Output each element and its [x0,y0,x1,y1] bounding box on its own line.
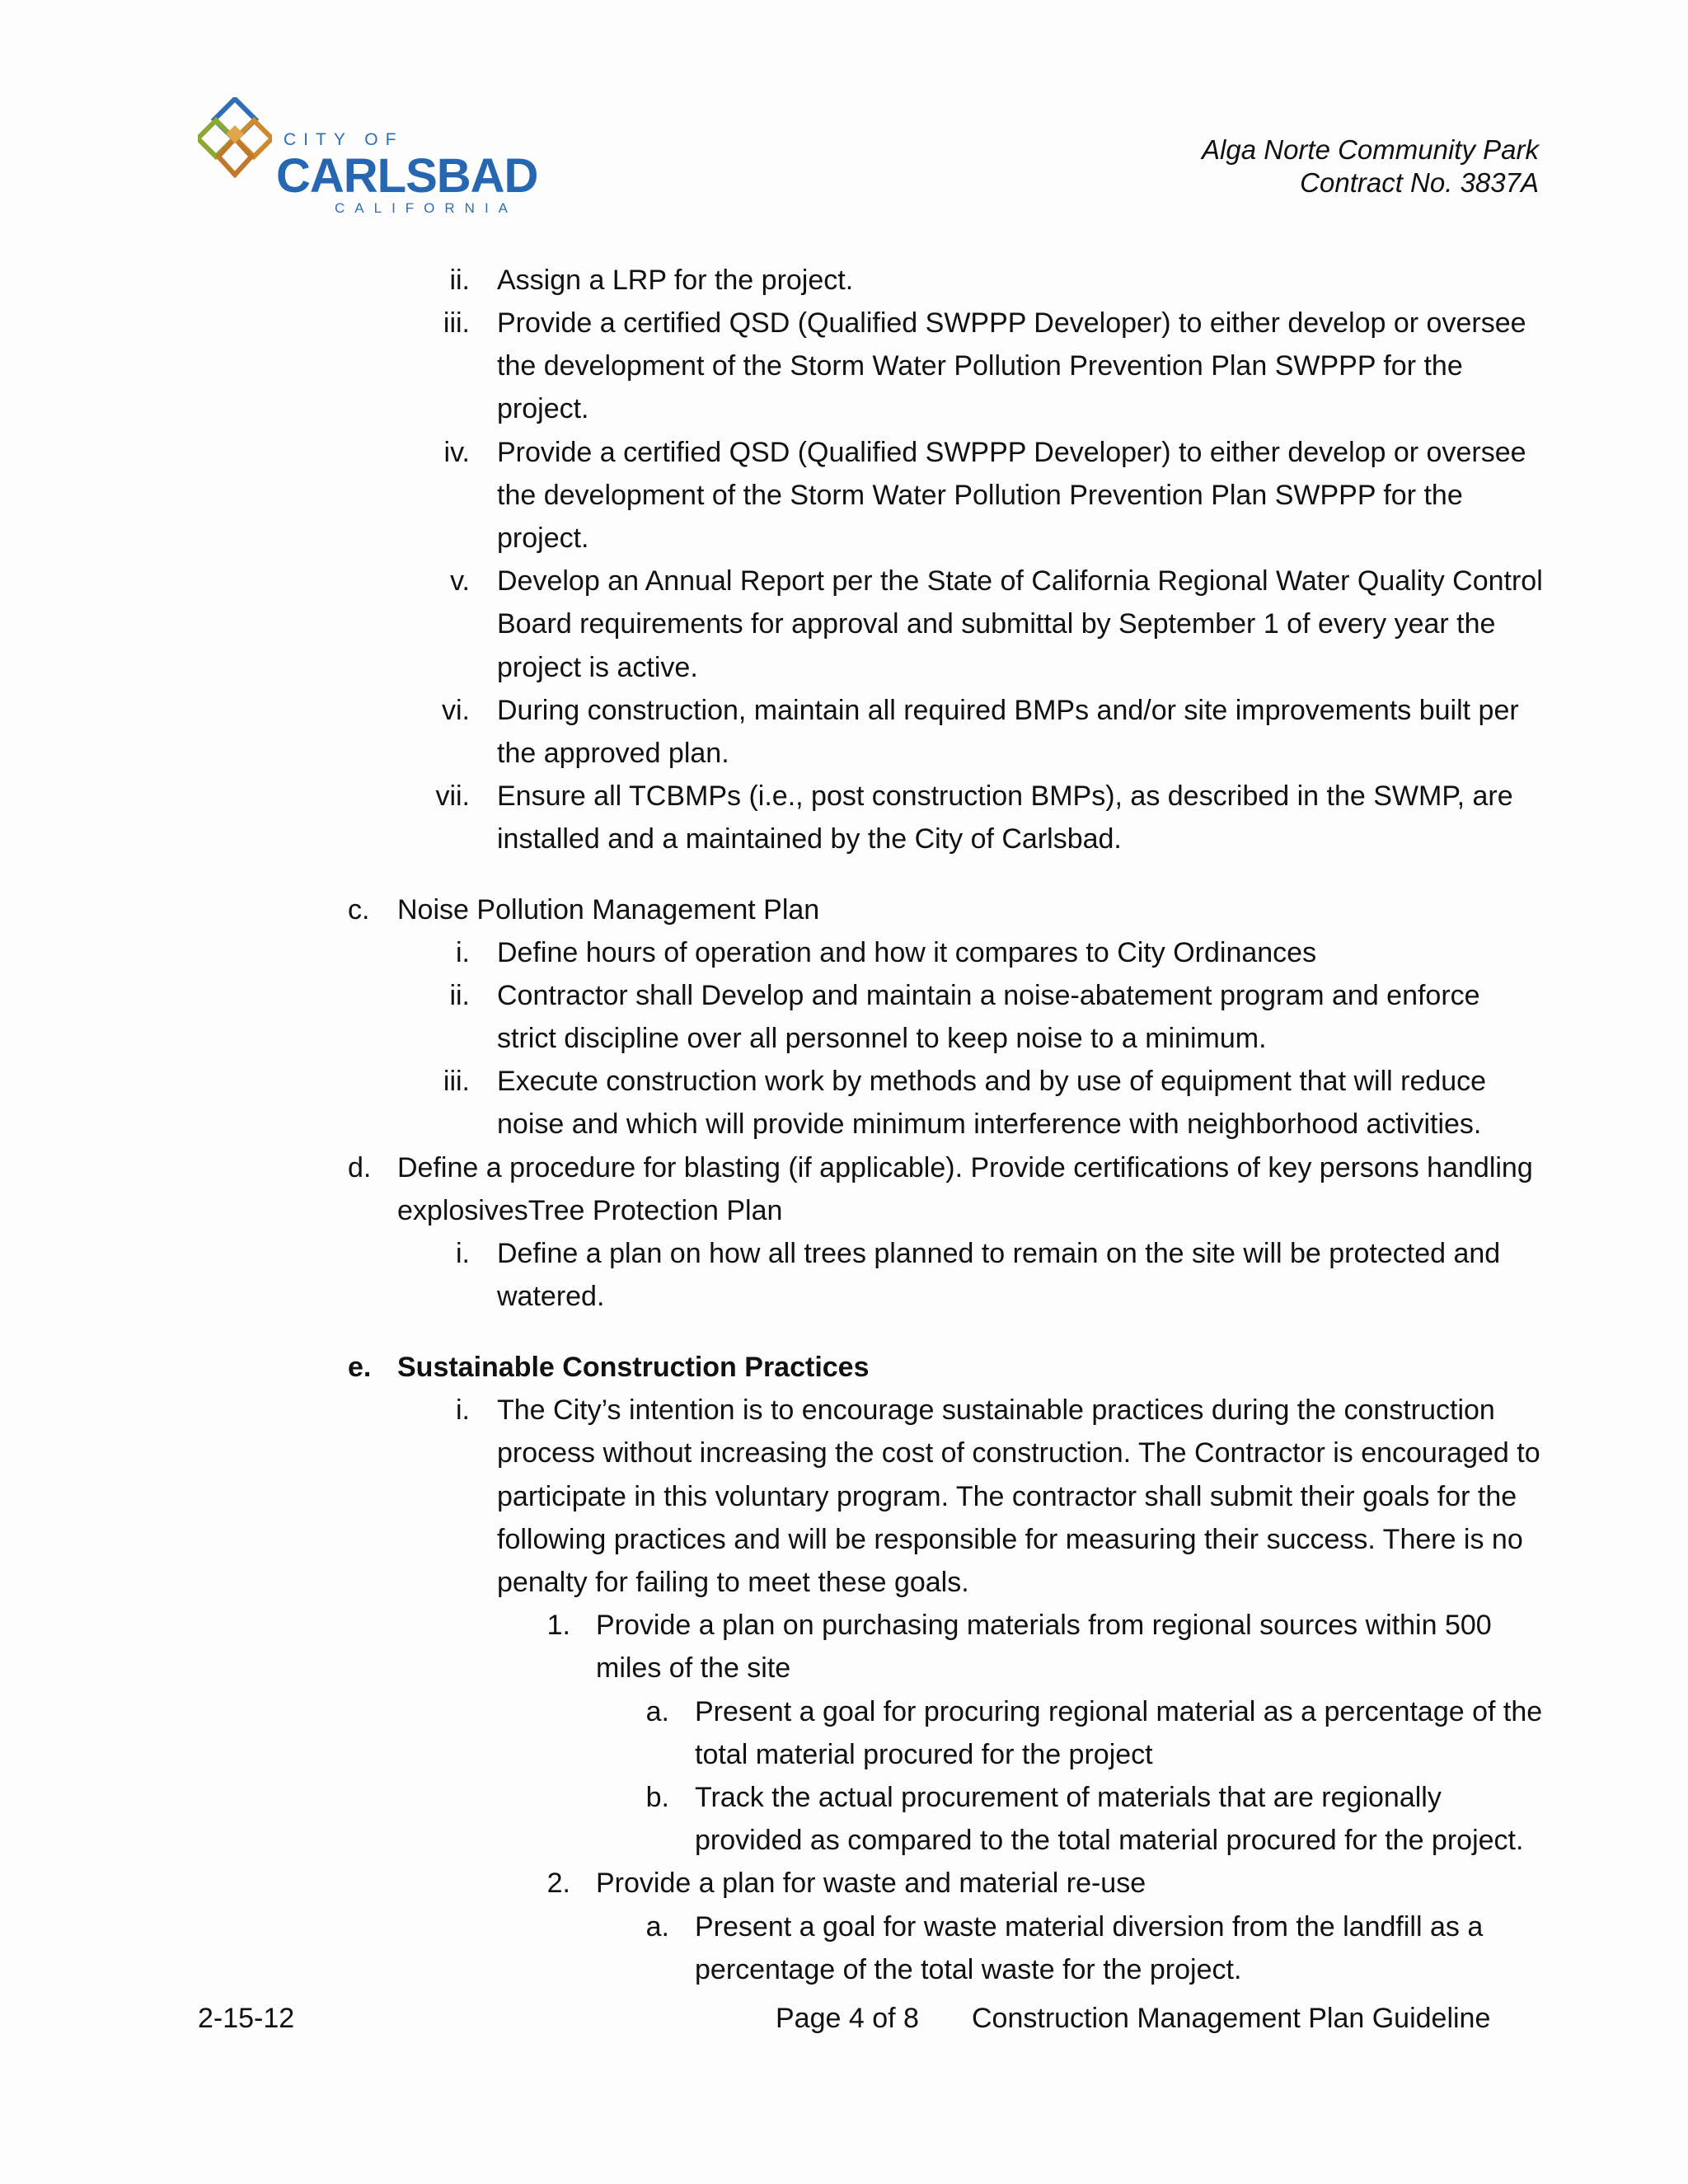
list-text: Execute construction work by methods and by use of equipment that will reduce [497,1066,1487,1097]
list-text-continued [497,1103,1481,1146]
list-text: process without increasing the cost of construction. The Contractor is encouraged to [497,1437,1540,1469]
list-text-continued [497,646,698,689]
list-label: ii. [449,980,470,1011]
list-text-continued [497,732,729,775]
list-text: Provide a plan on purchasing materials from regional sources within 500 [596,1610,1492,1641]
list-label: vii. [435,780,470,812]
list-text: Noise Pollution Management Plan [397,894,820,926]
list-label: i. [456,937,470,968]
list-label: a. [645,1911,669,1943]
list-text-continued [695,1733,1153,1776]
list-label: ii. [449,265,470,296]
list-text-continued [497,1561,969,1604]
list-text: total material procured for the project [695,1739,1153,1770]
list-label: i. [456,1394,470,1426]
list-text: installed and a maintained by the City of Carlsbad. [497,823,1122,855]
list-text: Define a plan on how all trees planned to remain on the site will be protected and [497,1238,1501,1269]
list-text: project. [497,523,589,554]
list-text: provided as compared to the total material procured for the project. [695,1825,1524,1856]
list-text-continued [497,474,1463,517]
footer-title: Construction Management Plan Guideline [972,2003,1491,2034]
list-text-continued [497,387,589,430]
list-label: 2. [546,1868,570,1899]
logo-name-text: CARLSBAD [276,149,538,203]
list-text-continued [695,1819,1523,1862]
list-text-continued [695,1948,1241,1991]
list-text-continued [497,818,1122,860]
list-text: Assign a LRP for the project. [497,265,854,296]
diamond-logo-icon [198,97,272,180]
logo-city-text: CITY OF [284,130,404,149]
list-text: explosivesTree Protection Plan [397,1195,783,1226]
list-text: project. [497,393,589,424]
list-text: During construction, maintain all required BMPs and/or site improvements built per [497,695,1519,726]
list-label: e. [348,1352,372,1383]
list-text: Present a goal for waste material diversion from the landfill as a [695,1911,1484,1943]
list-label: 1. [546,1610,570,1641]
list-label: iii. [443,1066,470,1097]
list-text: Ensure all TCBMPs (i.e., post construction BMPs), as described in the SWMP, are [497,780,1513,812]
header-contract: Contract No. 3837A [1300,167,1539,198]
list-text-continued [397,1189,782,1232]
list-label: c. [348,894,370,926]
list-text: project is active. [497,652,698,683]
list-text: watered. [497,1281,605,1312]
list-text: Track the actual procurement of materials that are regionally [695,1782,1442,1813]
list-text: The City’s intention is to encourage sustainable practices during the construction [497,1394,1495,1426]
list-text: following practices and will be responsible for measuring their success. There is no [497,1524,1523,1555]
footer-date: 2-15-12 [198,2003,295,2034]
list-text-continued [497,517,589,560]
list-text: Contractor shall Develop and maintain a noise-abatement program and enforce [497,980,1480,1011]
list-text: penalty for failing to meet these goals. [497,1567,969,1598]
list-text: Develop an Annual Report per the State of California Regional Water Quality Control [497,565,1543,597]
list-text-continued [497,1017,1267,1060]
list-text: Sustainable Construction Practices [397,1352,870,1383]
list-label: a. [645,1696,669,1727]
city-logo [198,97,538,221]
list-text: Board requirements for approval and submittal by September 1 of every year the [497,608,1496,640]
list-text-continued [497,602,1495,645]
list-text: participate in this voluntary program. The contractor shall submit their goals for the [497,1481,1517,1512]
list-text-continued [497,1432,1540,1474]
list-text-continued [596,1647,790,1690]
list-text-continued [497,1518,1523,1561]
page-header [1202,134,1539,199]
list-text: Provide a certified QSD (Qualified SWPPP Developer) to either develop or oversee [497,307,1526,339]
footer-page-number: Page 4 of 8 [776,2003,919,2034]
list-text: miles of the site [596,1652,791,1684]
list-text: the development of the Storm Water Pollution Prevention Plan SWPPP for the [497,350,1463,382]
list-text: strict discipline over all personnel to keep noise to a minimum. [497,1023,1267,1054]
list-text: the approved plan. [497,738,729,769]
list-text: Provide a plan for waste and material re-use [596,1868,1146,1899]
list-text: percentage of the total waste for the project. [695,1954,1242,1985]
list-text-continued [497,1275,604,1318]
list-label: v. [450,565,470,597]
header-project: Alga Norte Community Park [1202,134,1539,165]
list-label: vi. [442,695,470,726]
list-text: Provide a certified QSD (Qualified SWPPP Developer) to either develop or oversee [497,437,1526,468]
list-label: i. [456,1238,470,1269]
list-text: the development of the Storm Water Pollution Prevention Plan SWPPP for the [497,480,1463,511]
list-text: Define a procedure for blasting (if applicable). Provide certifications of key persons handling [397,1152,1533,1183]
list-text: noise and which will provide minimum interference with neighborhood activities. [497,1108,1482,1140]
list-text-continued [497,344,1463,387]
list-label: iv. [443,437,470,468]
list-label: iii. [443,307,470,339]
list-label: d. [348,1152,372,1183]
list-label: b. [645,1782,669,1813]
list-text: Present a goal for procuring regional material as a percentage of the [695,1696,1543,1727]
list-text: Define hours of operation and how it compares to City Ordinances [497,937,1317,968]
logo-state-text: CALIFORNIA [335,200,518,216]
list-text-continued [497,1475,1517,1518]
